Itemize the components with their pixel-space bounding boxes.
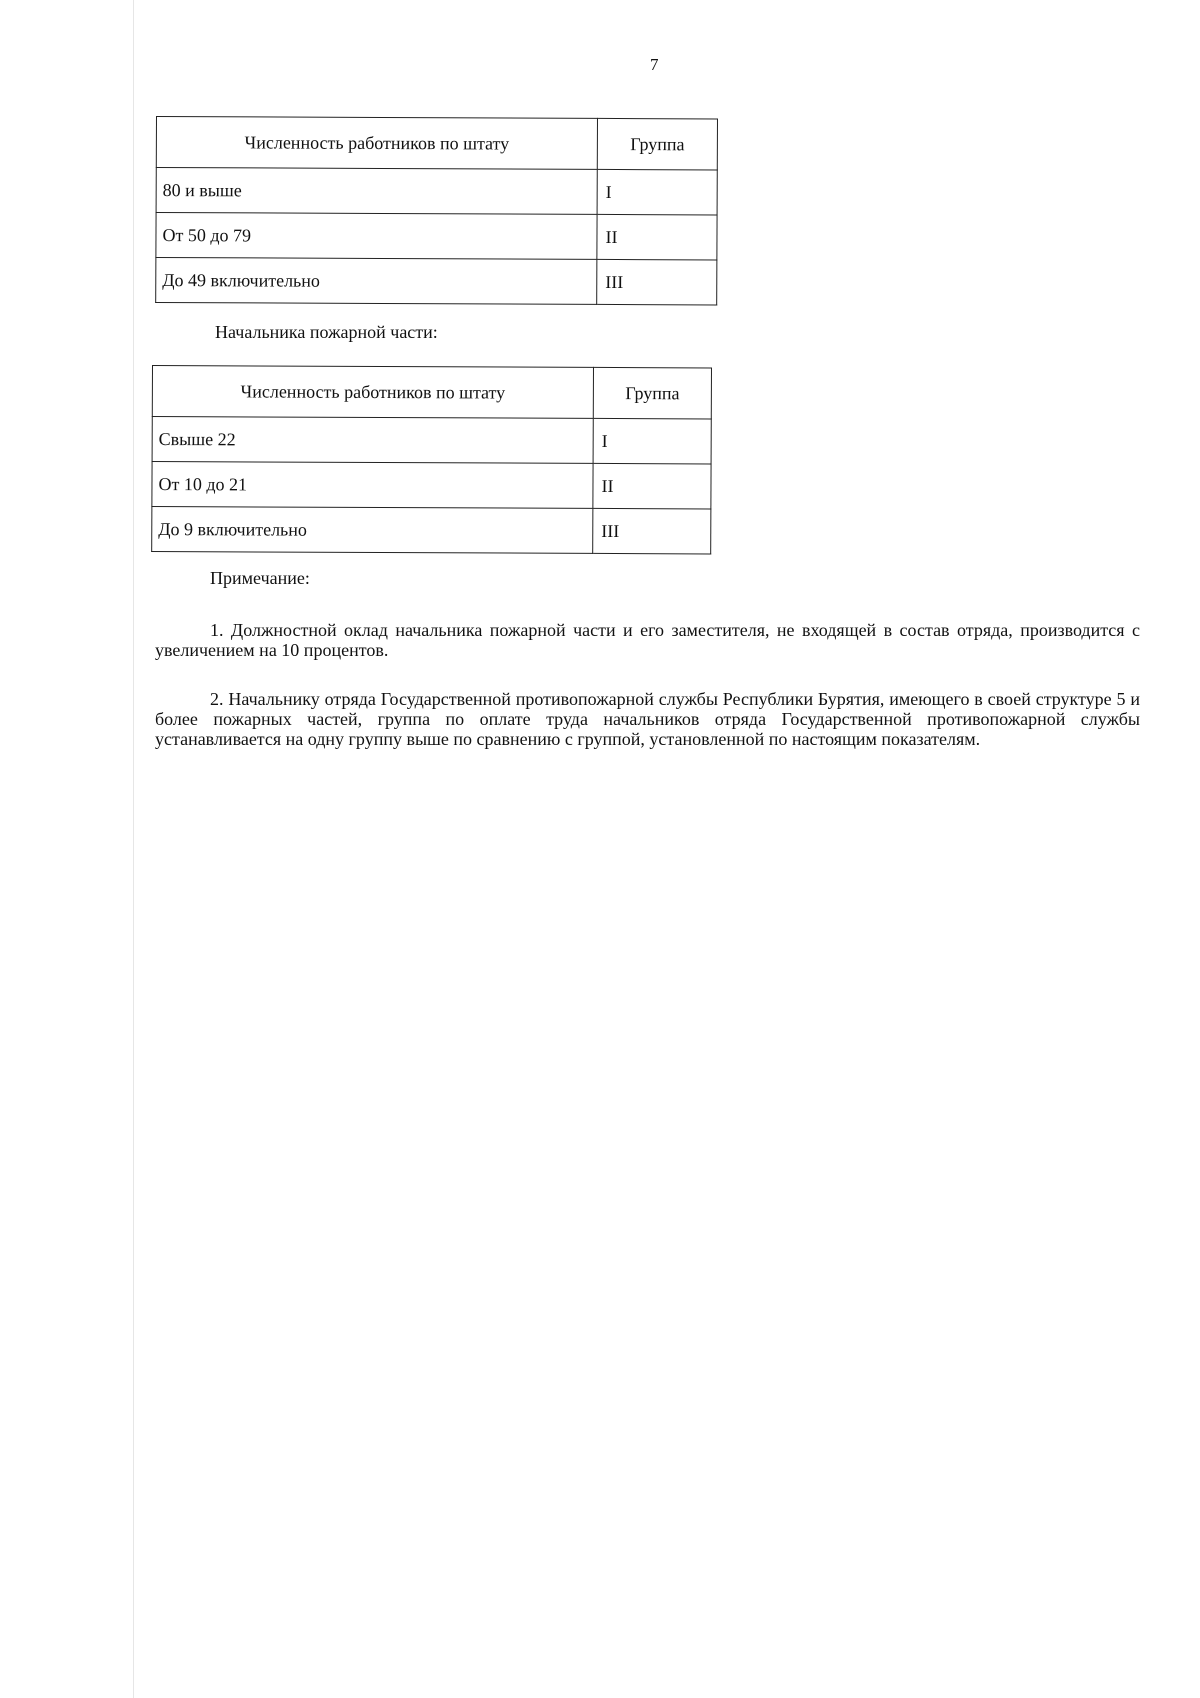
group-cell: I xyxy=(597,169,717,215)
group-cell: II xyxy=(593,463,711,509)
staff-count-cell: До 9 включительно xyxy=(152,507,593,554)
table-row xyxy=(152,462,711,509)
column-header-staff-count: Численность работников по штату xyxy=(152,366,593,419)
column-header-staff-count: Численность работников по штату xyxy=(156,117,597,170)
group-cell: III xyxy=(597,259,717,305)
column-header-group: Группа xyxy=(593,367,711,419)
table-row xyxy=(156,258,717,305)
column-header-group: Группа xyxy=(597,118,717,170)
table-row xyxy=(156,168,717,215)
staff-count-cell: Свыше 22 xyxy=(152,417,593,464)
table-row xyxy=(156,213,717,260)
table-header-row xyxy=(152,366,711,419)
group-cell: I xyxy=(593,418,711,464)
section-label: Начальника пожарной части: xyxy=(215,322,438,342)
staff-count-cell: 80 и выше xyxy=(156,168,597,215)
table-row xyxy=(152,417,711,464)
group-table-staff xyxy=(155,116,718,305)
margin-line xyxy=(133,0,134,1698)
table-row xyxy=(152,507,711,554)
group-cell: II xyxy=(597,214,717,260)
page-number: 7 xyxy=(650,55,659,74)
note-label: Примечание: xyxy=(210,568,310,588)
group-cell: III xyxy=(593,508,711,554)
note-paragraph-2: 2. Начальнику отряда Государственной противопожарной службы Республики Бурятия, имеющего в своей структуре 5 и более пожарных частей, группа по оплате труда начальников отряда Государственной противопожарной службы устанавливается на одну группу выше по сравнению с группой, установленной по настоящим показателям. xyxy=(155,689,1140,749)
staff-count-cell: До 49 включительно xyxy=(156,258,597,305)
table-header-row xyxy=(156,117,717,170)
group-table-fire-station xyxy=(151,365,712,554)
note-paragraph-1: 1. Должностной оклад начальника пожарной части и его заместителя, не входящей в состав отряда, производится с увеличением на 10 процентов. xyxy=(155,620,1140,660)
staff-count-cell: От 10 до 21 xyxy=(152,462,593,509)
staff-count-cell: От 50 до 79 xyxy=(156,213,597,260)
